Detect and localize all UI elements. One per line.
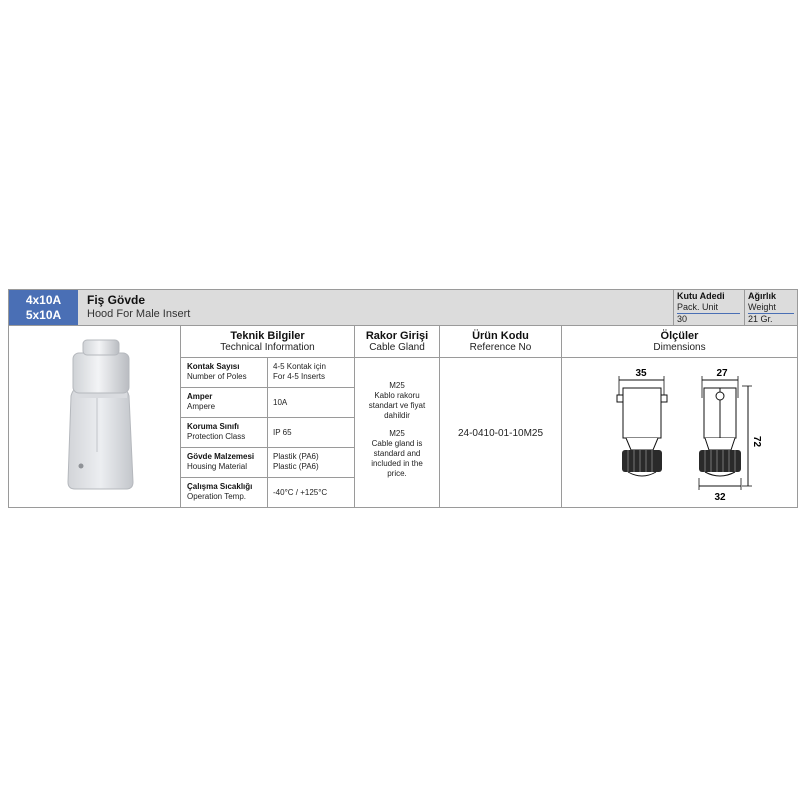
spec-key-tr: Çalışma Sıcaklığı xyxy=(187,482,253,491)
product-code-5x10a: 5x10A xyxy=(25,308,62,322)
dim-width-side: 27 xyxy=(716,368,728,379)
spec-value-tr: Plastik (PA6) xyxy=(273,452,319,461)
gland-size-en: M25 xyxy=(389,429,405,438)
product-header xyxy=(9,290,797,326)
reference-no-title: Ürün Kodu xyxy=(472,330,529,342)
product-code-4x10a: 4x10A xyxy=(25,293,62,307)
gland-size-tr: M25 xyxy=(389,381,405,390)
gland-text-tr-1: Kablo rakoru xyxy=(374,391,420,400)
pack-unit xyxy=(673,290,743,325)
pack-unit-label-en: Pack. Unit xyxy=(677,302,740,314)
gland-text-tr-2: standart ve fiyat xyxy=(368,401,426,410)
spec-key-en: Operation Temp. xyxy=(187,492,246,501)
spec-key-en: Number of Poles xyxy=(187,372,247,381)
dimensions-subtitle: Dimensions xyxy=(653,342,706,353)
dim-height: 72 xyxy=(751,436,762,448)
product-title: Fiş Gövde xyxy=(87,293,146,307)
technical-info-header xyxy=(181,326,355,358)
gland-text-en-1: Cable gland is xyxy=(371,439,423,448)
spec-row-protection xyxy=(181,418,354,448)
dimensions-header xyxy=(562,326,797,358)
spec-key-tr: Amper xyxy=(187,392,213,401)
spec-row-poles xyxy=(181,358,354,388)
spec-row-temperature xyxy=(181,478,354,508)
gland-text-en-3: included in the xyxy=(371,459,423,468)
weight-value: 21 Gr. xyxy=(748,314,773,324)
reference-no-subtitle: Reference No xyxy=(469,342,532,353)
dimension-drawing-svg xyxy=(562,358,797,508)
product-codes xyxy=(9,290,78,325)
pack-unit-label-tr: Kutu Adedi xyxy=(677,291,725,301)
product-photo xyxy=(9,326,181,508)
spec-key-en: Protection Class xyxy=(187,432,246,441)
reference-no-header xyxy=(440,326,562,358)
spec-value-tr: 10A xyxy=(273,398,288,407)
gland-text-tr-3: dahildir xyxy=(384,411,410,420)
dimension-drawing xyxy=(562,358,797,508)
dim-width-front: 35 xyxy=(635,368,647,379)
spec-value-en: Plastic (PA6) xyxy=(273,462,319,471)
spec-value-tr: -40°C / +125°C xyxy=(273,488,328,497)
dimensions-title: Ölçüler xyxy=(660,330,699,342)
spec-value-tr: 4-5 Kontak için xyxy=(273,362,326,371)
cable-gland-subtitle: Cable Gland xyxy=(369,342,425,353)
spec-key-en: Housing Material xyxy=(187,462,248,471)
spec-key-tr: Kontak Sayısı xyxy=(187,362,240,371)
technical-info-title: Teknik Bilgiler xyxy=(230,330,305,342)
cable-gland-info xyxy=(355,358,440,508)
spec-key-en: Ampere xyxy=(187,402,216,411)
spec-row-ampere xyxy=(181,388,354,418)
gland-text-en-4: price. xyxy=(387,469,407,478)
product-sheet xyxy=(8,289,798,508)
spec-key-tr: Koruma Sınıfı xyxy=(187,422,240,431)
pack-unit-value: 30 xyxy=(677,314,688,324)
spec-value-tr: IP 65 xyxy=(273,428,292,437)
technical-info-subtitle: Technical Information xyxy=(220,342,315,353)
dim-width-base: 32 xyxy=(714,492,726,503)
spec-row-housing xyxy=(181,448,354,478)
product-subtitle: Hood For Male Insert xyxy=(87,308,191,320)
hood-photo-illustration xyxy=(9,326,181,508)
cable-gland-title: Rakor Girişi xyxy=(365,330,429,342)
gland-text-en-2: standard and xyxy=(373,449,421,458)
weight-label-en: Weight xyxy=(748,302,794,314)
spec-key-tr: Gövde Malzemesi xyxy=(187,452,255,461)
spec-value-en: For 4-5 Inserts xyxy=(273,372,326,381)
weight-label-tr: Ağırlık xyxy=(748,291,777,301)
weight xyxy=(744,290,797,325)
reference-number: 24-0410-01-10M25 xyxy=(440,358,562,508)
cable-gland-header xyxy=(355,326,440,358)
